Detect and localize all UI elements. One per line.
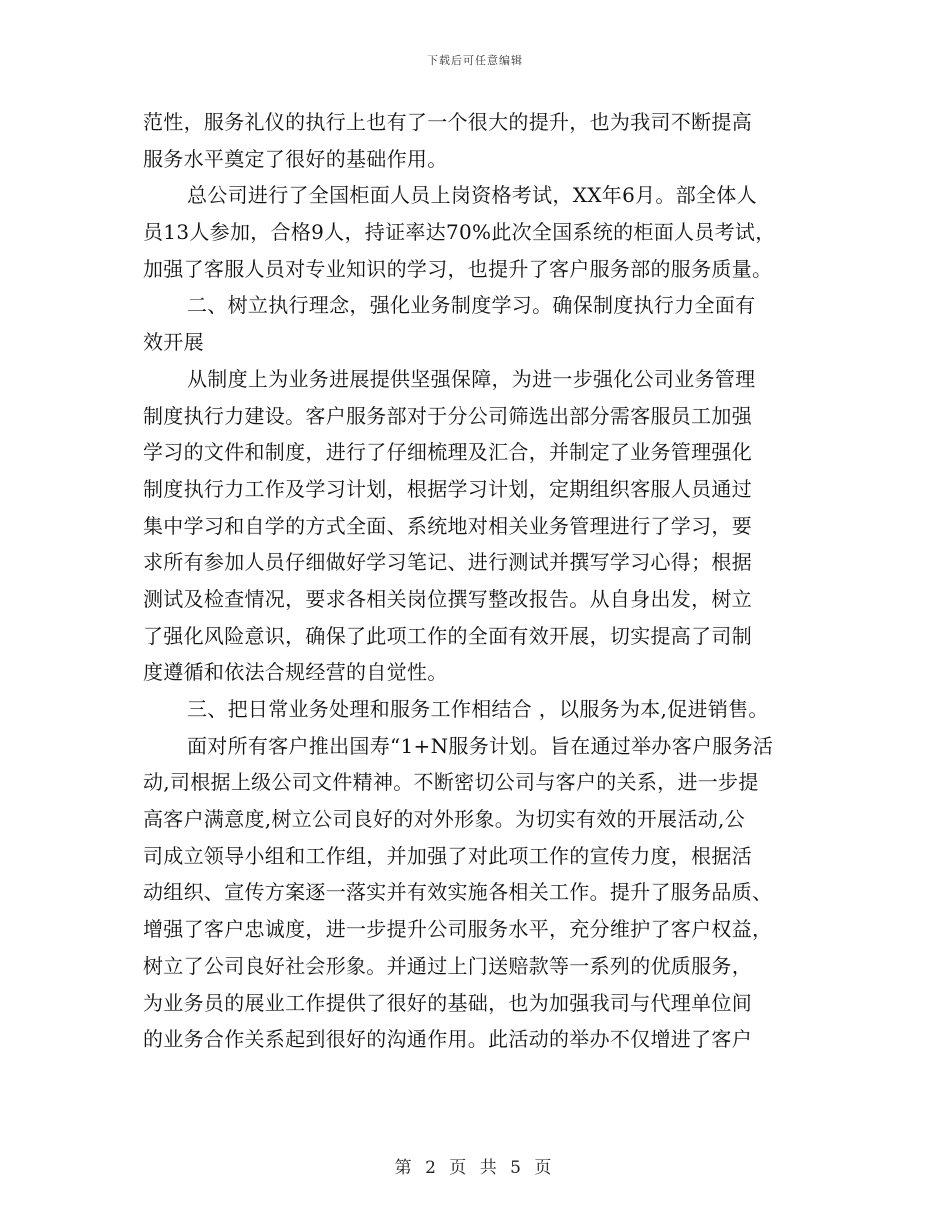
text-line: 加强了客服人员对专业知识的学习，也提升了客户服务部的服务质量。 [143,256,773,281]
text-line: 了强化风险意识，确保了此项工作的全面有效开展，切实提高了司制 [143,623,752,648]
text-line: 集中学习和自学的方式全面、系统地对相关业务管理进行了学习，要 [143,513,752,538]
page-header: 下载后可任意编辑 [427,54,523,67]
text-line: 动组织、宣传方案逐一落实并有效实施各相关工作。提升了服务品质、 [143,880,773,905]
document-body [143,104,813,1058]
text-line: 范性，服务礼仪的执行上也有了一个很大的提升，也为我司不断提高 [143,110,752,134]
text-line: 度遵循和依法合规经营的自觉性。 [143,660,448,685]
text-line: 效开展 [143,330,204,355]
text-line: 司成立领导小组和工作组，并加强了对此项工作的宣传力度，根据活 [143,843,752,868]
text-line: 动,司根据上级公司文件精神。不断密切公司与客户的关系，进一步提 [143,770,759,795]
text-line: 服务水平奠定了很好的基础作用。 [143,146,448,171]
page-footer: 第 2 页 共 5 页 [394,1158,556,1178]
text-line: 测试及检查情况，要求各相关岗位撰写整改报告。从自身出发，树立 [143,586,752,611]
text-line: 制度执行力建设。客户服务部对于分公司筛选出部分需客服员工加强 [143,403,752,428]
text-line: 从制度上为业务进展提供坚强保障，为进一步强化公司业务管理 [187,366,756,391]
text-line: 制度执行力工作及学习计划，根据学习计划，定期组织客服人员通过 [143,476,752,501]
text-line: 为业务员的展业工作提供了很好的基础，也为加强我司与代理单位间 [143,990,752,1015]
text-line: 高客户满意度,树立公司良好的对外形象。为切实有效的开展活动,公 [143,807,746,832]
text-line: 的业务合作关系起到很好的沟通作用。此活动的举办不仅增进了客户 [143,1027,752,1052]
text-line: 树立了公司良好社会形象。并通过上门送赔款等一系列的优质服务， [143,953,752,978]
text-line: 学习的文件和制度，进行了仔细梳理及汇合，并制定了业务管理强化 [143,440,752,465]
text-line: 总公司进行了全国柜面人员上岗资格考试，XX年6月。部全体人 [187,183,757,208]
text-line: 三、把日常业务处理和服务工作相结合 ，以服务为本,促进销售。 [187,697,769,721]
text-line: 增强了客户忠诚度，进一步提升公司服务水平，充分维护了客户权益， [143,917,773,942]
text-line: 求所有参加人员仔细做好学习笔记、进行测试并撰写学习心得；根据 [143,550,752,575]
text-line: 二、树立执行理念，强化业务制度学习。确保制度执行力全面有 [187,293,756,318]
text-line: 员13人参加，合格9人，持证率达70%此次全国系统的柜面人员考试， [143,220,776,245]
text-line: 面对所有客户推出国寿“1+N服务计划。旨在通过举办客户服务活 [187,733,774,758]
